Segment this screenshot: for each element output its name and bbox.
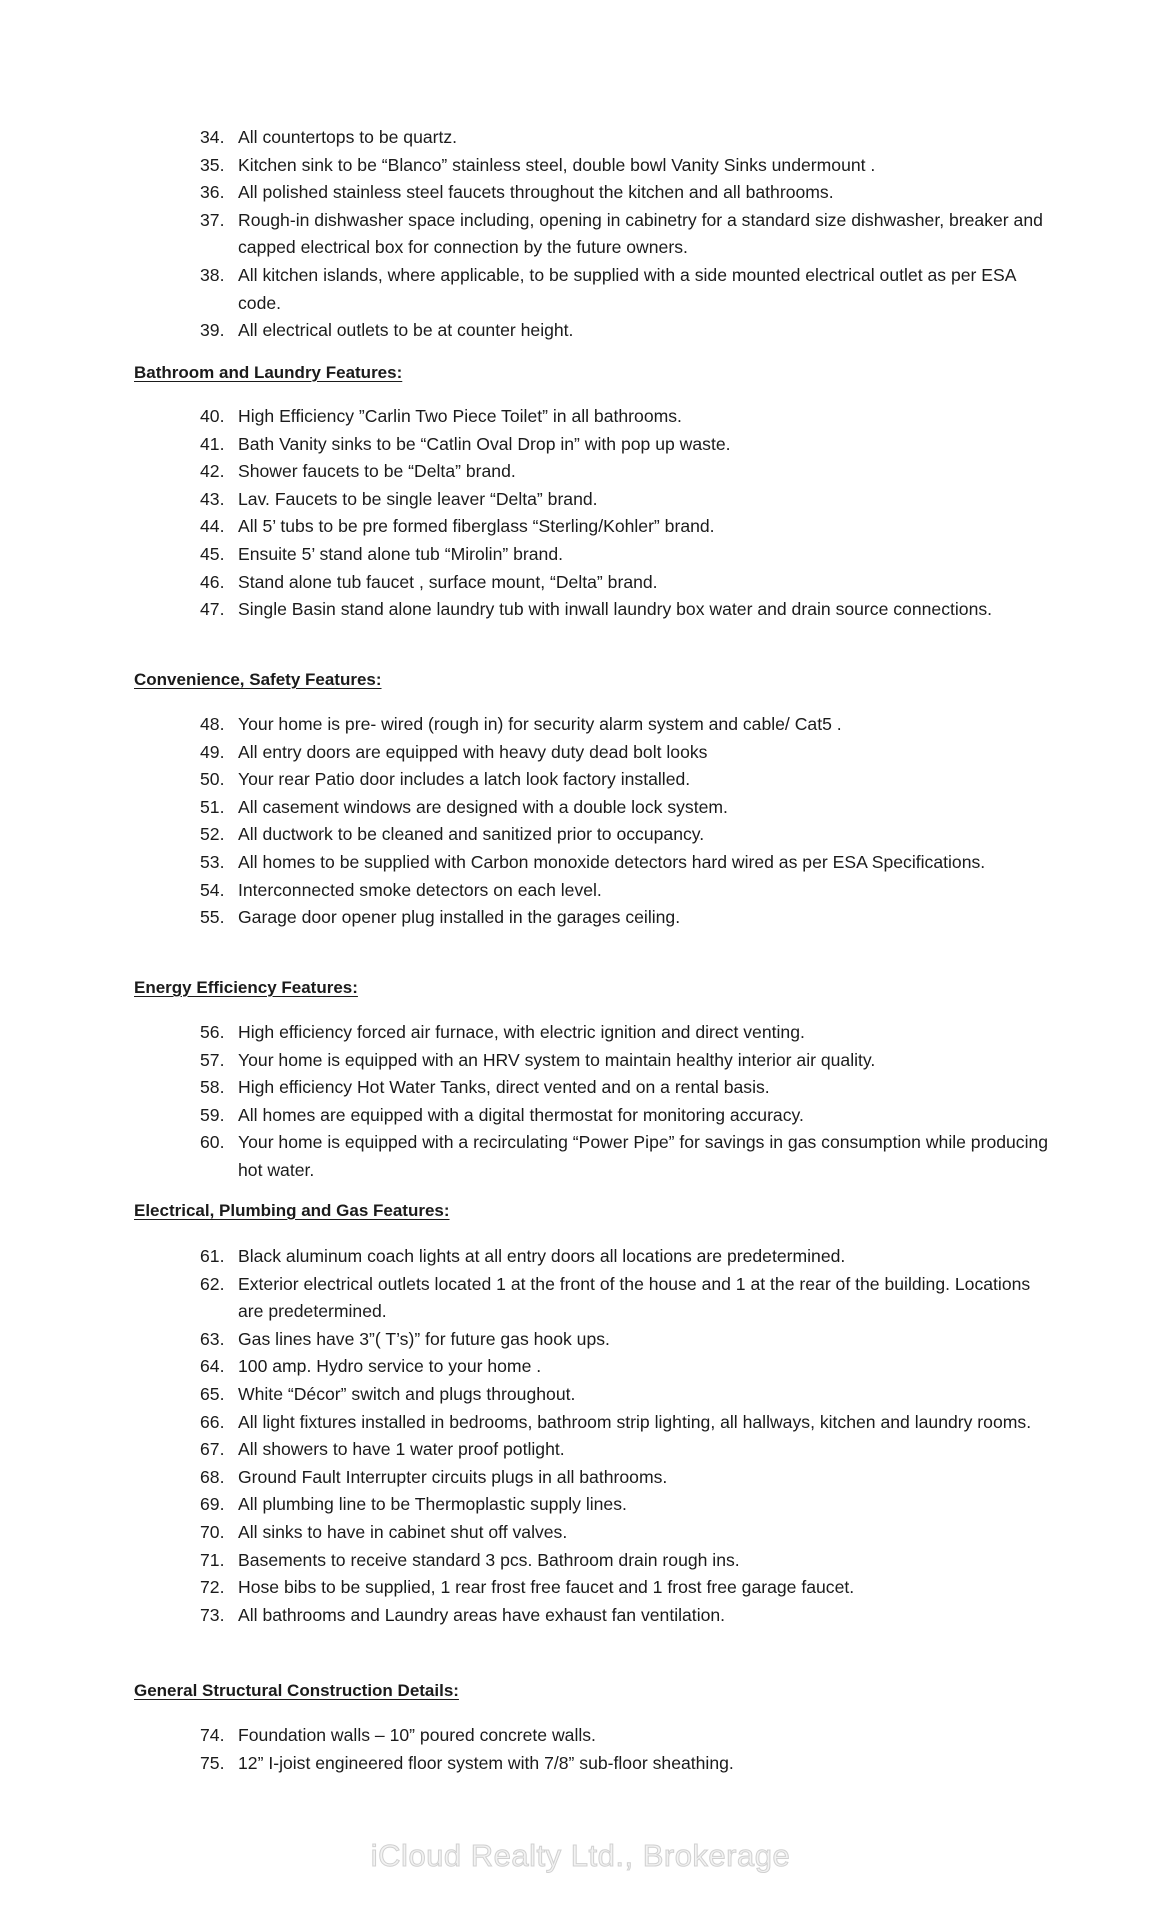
list-item	[0, 403, 1161, 431]
item-text: Foundation walls – 10” poured concrete walls.	[238, 1725, 596, 1745]
item-text: Kitchen sink to be “Blanco” stainless steel, double bowl Vanity Sinks undermount .	[238, 154, 876, 175]
list-item	[0, 262, 1161, 317]
item-number: 52.	[200, 824, 225, 845]
item-text: Your home is equipped with a recirculating “Power Pipe” for savings in gas consumption while producing hot water.	[238, 1132, 1049, 1180]
section-heading: General Structural Construction Details:	[134, 1681, 459, 1700]
feature-list	[0, 711, 1161, 932]
item-text: All homes to be supplied with Carbon monoxide detectors hard wired as per ESA Specifications.	[238, 851, 986, 872]
item-number: 71.	[200, 1549, 225, 1570]
item-text: Stand alone tub faucet , surface mount, “Delta” brand.	[238, 571, 658, 592]
list-item	[0, 1019, 1161, 1047]
item-number: 36.	[200, 182, 225, 203]
list-item	[0, 1750, 1161, 1778]
feature-list	[0, 124, 1161, 345]
item-text: High Efficiency ”Carlin Two Piece Toilet” in all bathrooms.	[238, 406, 682, 426]
item-text: Black aluminum coach lights at all entry doors all locations are predetermined.	[238, 1246, 846, 1266]
item-text: Hose bibs to be supplied, 1 rear frost free faucet and 1 frost free garage faucet.	[238, 1577, 855, 1598]
item-text: All polished stainless steel faucets throughout the kitchen and all bathrooms.	[238, 182, 834, 203]
item-number: 69.	[200, 1494, 225, 1515]
item-number: 45.	[200, 543, 225, 564]
item-text: 100 amp. Hydro service to your home .	[238, 1356, 542, 1377]
list-item	[0, 431, 1161, 459]
list-item	[0, 877, 1161, 905]
item-text: Bath Vanity sinks to be “Catlin Oval Drop in” with pop up waste.	[238, 433, 731, 454]
item-text: Interconnected smoke detectors on each level.	[238, 879, 602, 900]
brokerage-watermark: iCloud Realty Ltd., Brokerage	[370, 1838, 791, 1873]
item-text: All plumbing line to be Thermoplastic supply lines.	[238, 1494, 627, 1515]
item-number: 41.	[200, 433, 225, 454]
section-heading: Convenience, Safety Features:	[134, 670, 382, 689]
section-heading: Energy Efficiency Features:	[134, 978, 358, 997]
item-text: Shower faucets to be “Delta” brand.	[238, 461, 516, 482]
item-number: 64.	[200, 1356, 225, 1377]
item-number: 55.	[200, 907, 225, 928]
list-item	[0, 1409, 1161, 1437]
list-item	[0, 486, 1161, 514]
item-text: All countertops to be quartz.	[238, 127, 458, 147]
list-item	[0, 739, 1161, 767]
item-text: Garage door opener plug installed in the garages ceiling.	[238, 907, 681, 928]
feature-list	[0, 403, 1161, 624]
item-number: 43.	[200, 488, 225, 509]
feature-list	[0, 1722, 1161, 1777]
item-number: 54.	[200, 879, 225, 900]
item-number: 63.	[200, 1328, 225, 1349]
list-item	[0, 1353, 1161, 1381]
item-number: 46.	[200, 571, 225, 592]
list-item	[0, 1491, 1161, 1519]
feature-list	[0, 1243, 1161, 1629]
list-item	[0, 904, 1161, 932]
item-number: 70.	[200, 1521, 225, 1542]
item-number: 35.	[200, 154, 225, 175]
item-text: Single Basin stand alone laundry tub with inwall laundry box water and drain source connections.	[238, 599, 993, 620]
item-text: All showers to have 1 water proof potlight.	[238, 1439, 565, 1460]
item-text: All kitchen islands, where applicable, to be supplied with a side mounted electrical outlet as per ESA code.	[238, 264, 1016, 313]
list-item	[0, 1047, 1161, 1075]
item-number: 38.	[200, 264, 225, 285]
list-item	[0, 1547, 1161, 1575]
item-text: Basements to receive standard 3 pcs. Bathroom drain rough ins.	[238, 1549, 740, 1570]
list-item	[0, 124, 1161, 152]
item-number: 48.	[200, 714, 225, 734]
list-item	[0, 207, 1161, 262]
item-text: Your home is pre- wired (rough in) for security alarm system and cable/ Cat5 .	[238, 714, 842, 734]
list-item	[0, 1519, 1161, 1547]
item-number: 47.	[200, 599, 225, 620]
item-number: 44.	[200, 516, 225, 537]
item-text: All bathrooms and Laundry areas have exhaust fan ventilation.	[238, 1604, 726, 1625]
item-text: All electrical outlets to be at counter height.	[238, 320, 574, 341]
item-text: Your home is equipped with an HRV system to maintain healthy interior air quality.	[238, 1049, 876, 1070]
list-item	[0, 1464, 1161, 1492]
item-text: All ductwork to be cleaned and sanitized prior to occupancy.	[238, 824, 705, 845]
item-number: 34.	[200, 127, 225, 147]
item-text: Rough-in dishwasher space including, opening in cabinetry for a standard size dishwasher, breaker and capped electrical box for connection by the future owners.	[238, 209, 1043, 258]
item-text: High efficiency Hot Water Tanks, direct vented and on a rental basis.	[238, 1077, 770, 1098]
item-number: 65.	[200, 1383, 225, 1404]
section-heading: Bathroom and Laundry Features:	[134, 363, 403, 382]
item-number: 59.	[200, 1104, 225, 1125]
list-item	[0, 179, 1161, 207]
feature-list	[0, 1019, 1161, 1185]
list-item	[0, 1326, 1161, 1354]
list-item	[0, 1436, 1161, 1464]
item-text: Ensuite 5’ stand alone tub “Mirolin” brand.	[238, 543, 564, 564]
item-text: All sinks to have in cabinet shut off valves.	[238, 1521, 568, 1542]
list-item	[0, 1102, 1161, 1130]
list-item	[0, 1574, 1161, 1602]
section-heading: Electrical, Plumbing and Gas Features:	[134, 1201, 450, 1220]
item-number: 50.	[200, 769, 225, 790]
item-text: White “Décor” switch and plugs throughout.	[238, 1383, 576, 1404]
list-item	[0, 569, 1161, 597]
item-number: 58.	[200, 1077, 225, 1098]
item-number: 61.	[200, 1246, 225, 1266]
item-text: All 5’ tubs to be pre formed fiberglass “Sterling/Kohler” brand.	[238, 516, 715, 537]
list-item	[0, 821, 1161, 849]
list-item	[0, 1129, 1161, 1184]
item-number: 66.	[200, 1411, 225, 1432]
item-number: 51.	[200, 796, 225, 817]
item-number: 68.	[200, 1466, 225, 1487]
item-text: Lav. Faucets to be single leaver “Delta” brand.	[238, 488, 598, 509]
item-text: All casement windows are designed with a double lock system.	[238, 796, 728, 817]
item-number: 56.	[200, 1022, 225, 1042]
list-item	[0, 849, 1161, 877]
item-number: 72.	[200, 1577, 225, 1598]
item-number: 74.	[200, 1725, 225, 1745]
list-item	[0, 317, 1161, 345]
list-item	[0, 1074, 1161, 1102]
list-item	[0, 1381, 1161, 1409]
list-item	[0, 1271, 1161, 1326]
item-number: 67.	[200, 1439, 225, 1460]
list-item	[0, 766, 1161, 794]
list-item	[0, 1243, 1161, 1271]
item-number: 62.	[200, 1273, 225, 1294]
item-text: 12” I-joist engineered floor system with 7/8” sub-floor sheathing.	[238, 1752, 734, 1773]
item-number: 75.	[200, 1752, 225, 1773]
item-number: 73.	[200, 1604, 225, 1625]
list-item	[0, 513, 1161, 541]
list-item	[0, 1722, 1161, 1750]
item-number: 53.	[200, 851, 225, 872]
list-item	[0, 541, 1161, 569]
item-text: Gas lines have 3”( T’s)” for future gas hook ups.	[238, 1328, 610, 1349]
item-text: All entry doors are equipped with heavy duty dead bolt looks	[238, 741, 708, 762]
list-item	[0, 794, 1161, 822]
item-number: 37.	[200, 209, 225, 230]
list-item	[0, 596, 1161, 624]
item-number: 40.	[200, 406, 225, 426]
item-text: All homes are equipped with a digital thermostat for monitoring accuracy.	[238, 1104, 804, 1125]
item-number: 42.	[200, 461, 225, 482]
item-number: 49.	[200, 741, 225, 762]
item-number: 60.	[200, 1132, 225, 1153]
item-text: Exterior electrical outlets located 1 at the front of the house and 1 at the rear of the building. Locations are predetermined.	[238, 1273, 1031, 1322]
item-number: 39.	[200, 320, 225, 341]
list-item	[0, 152, 1161, 180]
list-item	[0, 458, 1161, 486]
item-number: 57.	[200, 1049, 225, 1070]
item-text: Your rear Patio door includes a latch look factory installed.	[238, 769, 691, 790]
item-text: All light fixtures installed in bedrooms, bathroom strip lighting, all hallways, kitchen and laundry rooms.	[238, 1411, 1032, 1432]
item-text: Ground Fault Interrupter circuits plugs in all bathrooms.	[238, 1466, 668, 1487]
list-item	[0, 711, 1161, 739]
list-item	[0, 1602, 1161, 1630]
item-text: High efficiency forced air furnace, with electric ignition and direct venting.	[238, 1022, 805, 1042]
